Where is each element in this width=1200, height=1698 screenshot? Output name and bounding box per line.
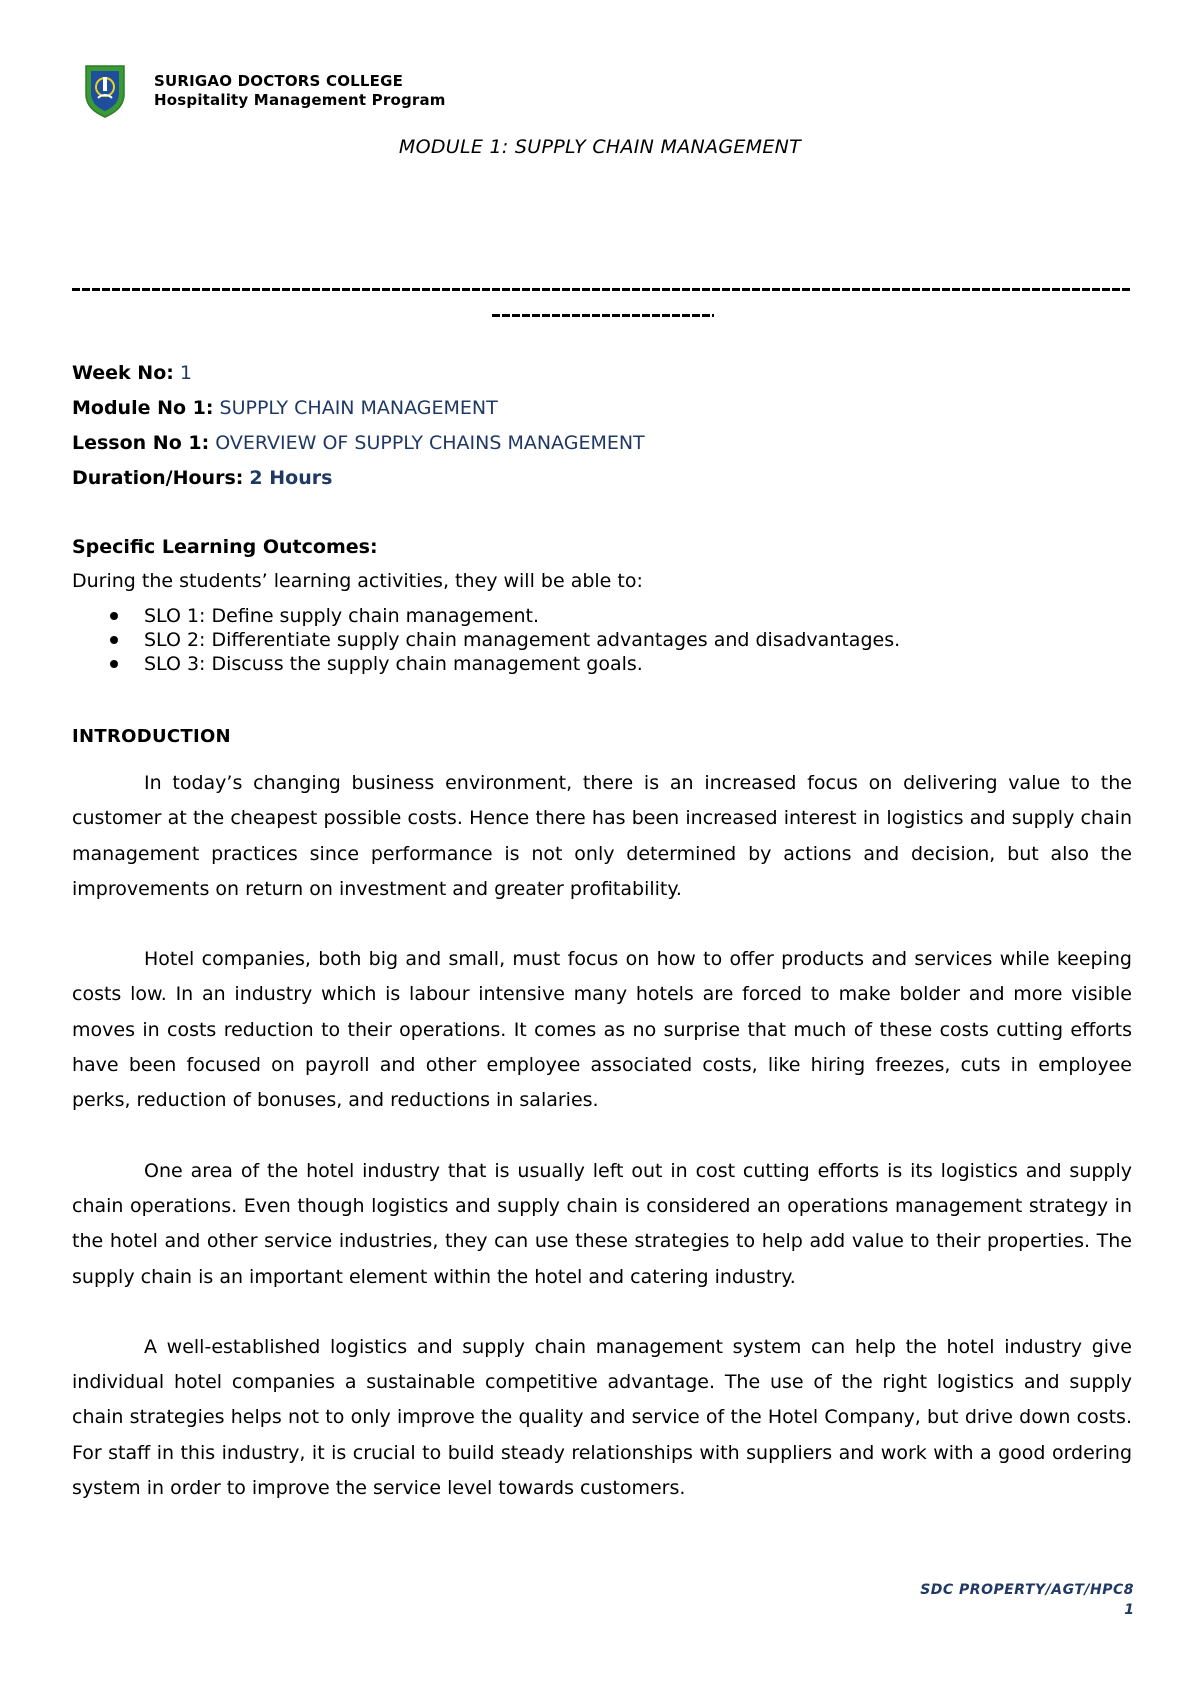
slo-item: SLO 1: Define supply chain management. bbox=[72, 604, 900, 628]
lesson-row bbox=[72, 426, 645, 461]
module-label: Module No 1: bbox=[72, 397, 214, 419]
slo-intro: During the students’ learning activities, they will be able to: bbox=[72, 570, 643, 592]
duration-row bbox=[72, 461, 645, 496]
paragraph: A well-established logistics and supply chain management system can help the hotel industry give individual hotel companies a sustainable competitive advantage. The use of the right logistics and supply chain strategies helps not to only improve the quality and service of the Hotel Company, but drive down costs. For staff in this industry, it is crucial to build steady relationships with suppliers and work with a good ordering system in order to improve the service level towards customers. bbox=[72, 1335, 1132, 1500]
footer-code: SDC PROPERTY/AGT/HPC8 bbox=[920, 1582, 1134, 1598]
dashed-divider bbox=[72, 276, 1132, 328]
module-title: MODULE 1: SUPPLY CHAIN MANAGEMENT bbox=[398, 136, 802, 158]
page-footer bbox=[920, 1582, 1134, 1618]
slo-item: SLO 3: Discuss the supply chain management goals. bbox=[72, 652, 900, 676]
week-label: Week No: bbox=[72, 362, 174, 384]
slo-item: SLO 2: Differentiate supply chain management advantages and disadvantages. bbox=[72, 628, 900, 652]
lesson-value: OVERVIEW OF SUPPLY CHAINS MANAGEMENT bbox=[215, 432, 645, 454]
school-logo-icon bbox=[84, 64, 126, 118]
week-row bbox=[72, 356, 645, 391]
week-value: 1 bbox=[179, 362, 192, 384]
lesson-label: Lesson No 1: bbox=[72, 432, 210, 454]
school-name: SURIGAO DOCTORS COLLEGE bbox=[154, 72, 404, 90]
duration-value: 2 Hours bbox=[249, 467, 333, 489]
paragraph: One area of the hotel industry that is usually left out in cost cutting efforts is its logistics and supply chain operations. Even though logistics and supply chain is considered an operations management strategy in the hotel and other service industries, they can use these strategies to help add value to their properties. The supply chain is an important element within the hotel and catering industry. bbox=[72, 1159, 1132, 1288]
introduction-body bbox=[72, 766, 1132, 1541]
duration-label: Duration/Hours: bbox=[72, 467, 244, 489]
paragraph: In today’s changing business environment, there is an increased focus on delivering value to the customer at the cheapest possible costs. Hence there has been increased interest in logistics and supply chain management practices since performance is not only determined by actions and decision, but also the improvements on return on investment and greater profitability. bbox=[72, 772, 1132, 900]
module-value: SUPPLY CHAIN MANAGEMENT bbox=[219, 397, 498, 419]
slo-title: Specific Learning Outcomes: bbox=[72, 536, 378, 558]
introduction-heading: INTRODUCTION bbox=[72, 726, 231, 747]
letterhead bbox=[84, 64, 446, 118]
module-row bbox=[72, 391, 645, 426]
slo-list bbox=[72, 604, 900, 676]
page-number: 1 bbox=[1124, 1602, 1134, 1618]
paragraph: Hotel companies, both big and small, must focus on how to offer products and services while keeping costs low. In an industry which is labour intensive many hotels are forced to make bolder and more visible moves in costs reduction to their operations. It comes as no surprise that much of these costs cutting efforts have been focused on payroll and other employee associated costs, like hiring freezes, cuts in employee perks, reduction of bonuses, and reductions in salaries. bbox=[72, 948, 1132, 1112]
lesson-info bbox=[72, 356, 645, 496]
program-name: Hospitality Management Program bbox=[154, 91, 446, 109]
